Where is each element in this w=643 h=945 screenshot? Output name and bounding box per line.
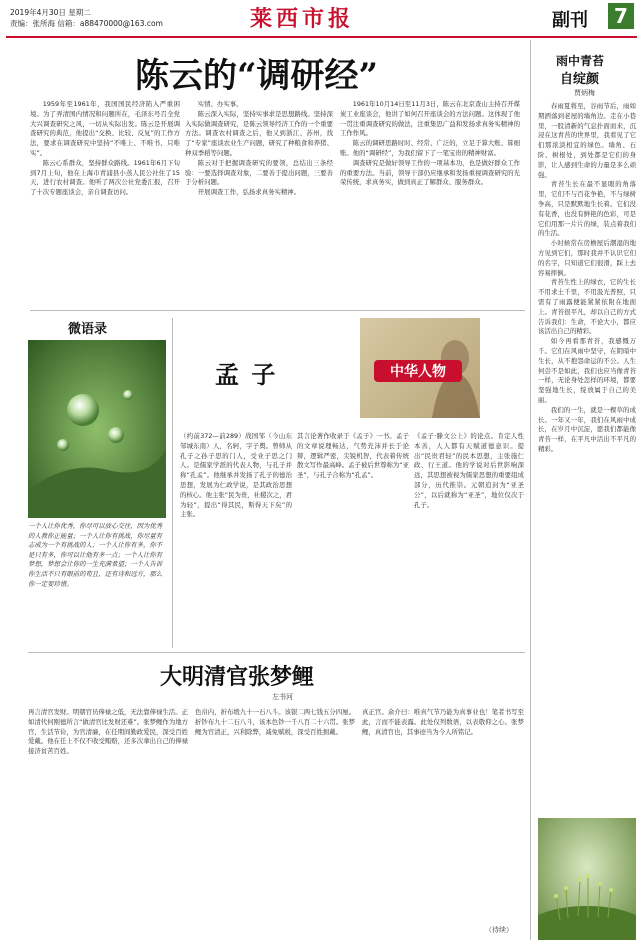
editor-line: 责编：张所海 信箱：a88470000@163.com bbox=[10, 19, 163, 28]
column-divider bbox=[530, 40, 531, 940]
article1-col3 bbox=[340, 100, 520, 305]
caption-text: 一个人让你优秀，你尽可以放心交往，因为优秀的人教你正能量；一个人让你有挑战，你尽量有志成为一个有挑战的人；一个人让你有多，你不是只有多，你可以让他有多一点；一个人让你有梦想，梦想会让你的一生充满希望；一个人告诉你生活不只有眼前的苟且，还有诗和远方，那么你一定要珍惜。 bbox=[28, 522, 163, 588]
article3-col3: 真正官。余介曰：唯真气节乃能为真事业也！笔者书写至此，言而不能表露。此处仅列数语，以表敬仰之心。张梦鲤，真清官也，其事迹当为今人所铭记。 bbox=[362, 708, 524, 736]
moss-photo bbox=[538, 818, 636, 940]
page-header bbox=[0, 0, 643, 36]
caption-divider bbox=[172, 318, 173, 648]
paragraph: 陈云深入实际，坚持实事求是思想路线。坚持深入实际做调查研究，是陈云领导经济工作的一个重要方法。调查农村调查之后，他又到浙江、苏州，找了“专家”座谈农业生产问题，研究了种粮食和养猪、种双季稻等问题。 bbox=[185, 109, 333, 157]
paragraph: 小时候常在房檐屋后潮湿的地方见到它们，那时我并不认识它们的名字，只知道它们很滑，踩上去容易摔倒。 bbox=[538, 239, 636, 277]
page-number: 7 bbox=[608, 3, 634, 29]
paragraph: 实情、办实事。 bbox=[197, 100, 243, 108]
paragraph: 调查研究是做好领导工作的一项基本功，也是做好群众工作的重要方法。当前，领导干部仍应继承和发扬重视调查研究的光荣传统，求真务实，做到真正了解群众、服务群众。 bbox=[340, 158, 520, 187]
right-column-kicker: 雨中青苔 bbox=[556, 54, 605, 68]
article1-col2 bbox=[185, 100, 333, 305]
paragraph: 青苔生长在最不显眼的角落里，它们不与百花争艳，不与绿树争高，只是默默地生长着。它们没有花香，也没有鲜艳的色彩，可是它们用那一片片的绿，装点着我们的生活。 bbox=[538, 180, 636, 238]
article2-col1: （约前372—前289）战国邹（今山东邹城东南）人，名轲，字子舆。曾师从孔子之孙子思的门人，受业子思之门人。是儒家学派的代表人物，与孔子并称“孔孟”。他继承并发扬了孔子的德治思想，发展为仁政学说，是其政治思想的核心。他主张“民为贵，社稷次之，君为轻”，提出“得其民，斯得天下矣”的主张。 bbox=[180, 432, 292, 519]
section-name: 副刊 bbox=[552, 10, 588, 31]
right-column-body bbox=[538, 102, 636, 812]
paragraph: 陈云的调研思路时时、经常、广泛的，立足于算大账、算细账。他的“调研经”，为我们留下了一笔宝贵的精神财富。 bbox=[340, 139, 520, 157]
masthead: 莱西市报 bbox=[250, 6, 355, 32]
water-drop-photo bbox=[28, 340, 166, 518]
section-divider bbox=[30, 310, 525, 311]
paragraph: 陈云心系群众，坚持群众路线。1961年6月下旬到7月上旬，他在上海市青浦县小蒸人民公社住了15天，进行农村调查。他听了两次公社党委汇报，召开了十次专题座谈会，亲自调查访问。 bbox=[30, 158, 180, 197]
paragraph: 1961年10月14日至11月3日，陈云在北京查山主持召开煤炭工业座谈会，他讲了如何召开座谈会的方法问题。这体现了他一贯注重调查研究的做法，注重集思广益和发扬求真务实精神的工作作风。 bbox=[340, 100, 520, 138]
article3-author: 左书河 bbox=[272, 693, 293, 701]
paragraph: 开展调查工作，弘扬求真务实精神。 bbox=[197, 188, 301, 197]
article1-col1 bbox=[30, 100, 180, 305]
article2-title: 孟 子 bbox=[215, 360, 278, 389]
article2-col3: 《孟子·滕文公上》的论点。肯定人性本善，人人都有天赋道德意识。提出“民贵君轻”的民本思想，主张施仁政、行王道。他的学说对后世影响深远，其思想被视为儒家思想的重要组成部分，历代推崇。元朝追封为“亚圣公”，以后就称为“亚圣”，地位仅次于孔子。 bbox=[414, 432, 524, 509]
paragraph: 1959年至1961年，我国国民经济陷入严重困境。为了弄清国内情况和问题所在，毛泽东号召全党大兴调查研究之风，一切从实际出发。陈云是开展调查研究的典范，他提出“交换、比较、反复”的工作方法，要求在调查研究中坚持“不唯上、不唯书、只唯实”。 bbox=[30, 100, 180, 157]
to-be-continued: （待续） bbox=[485, 926, 513, 934]
paragraph: 我们的一生，就是一棵草的成长。一年又一年，我们在风雨中成长，在岁月中沉淀，愿我们都能像青苔一样，在平凡中活出不平凡的精彩。 bbox=[538, 405, 636, 453]
mencius-portrait bbox=[360, 318, 480, 418]
section-divider bbox=[28, 652, 525, 653]
article3-col1: 再言清官发财。明朝官员俸禄之低，无法靠俸禄生活。正如清代何刚德所言“做清官比发财还难”。张梦鲤作为地方官，生活节俭，为官清廉，在任期间勤政爱民，深受百姓爱戴。他在任上不仅不收受贿赂，还多次拿出自己的俸禄接济贫苦百姓。 bbox=[28, 708, 188, 756]
date-line: 2019年4月30日 星期二 bbox=[10, 8, 91, 17]
right-column-title: 自绽颜 bbox=[560, 72, 600, 87]
article1-title: 陈云的“调研经” bbox=[135, 56, 379, 96]
badge-label: 中华人物 bbox=[390, 364, 446, 380]
paragraph: 陈云对于把握调查研究的要领，总结出三条经验：一要选择调查对象，二要善于提出问题，三要善于分析问题。 bbox=[185, 158, 333, 187]
header-rule bbox=[6, 36, 637, 38]
article2-col2: 其言论著作收录于《孟子》一书。孟子的文章说理畅达，气势充沛并长于论辩，逻辑严密，尖锐机智，代表着传统散文写作最高峰。孟子被后世尊称为“亚圣”，与孔子合称为“孔孟”。 bbox=[297, 432, 409, 480]
article3-col2: 色帛内，折布缎九十一石八斗。该银二两七钱五分四厘。折钞布九十二石八斗，该本色钞一千八百二十六贯。张梦鲤为官清正，兴利除弊，减免赋税，深受百姓拥戴。 bbox=[195, 708, 355, 736]
right-column-author: 贾炳梅 bbox=[574, 89, 595, 97]
paragraph: 春雨夏将至，谷雨节后，雨如期洒落到老屋的墙角边。走在小巷里，一股清新的气息扑面而来，沉浸在这青苔的世界里，我看见了它们那浓淡相宜的绿色。墙角、石阶、树根处，到处都是它们的身影，让人感到生命的力量是多么顽强。 bbox=[538, 102, 636, 179]
article3-title: 大明清官张梦鲤 bbox=[160, 664, 315, 690]
paragraph: 青苔生性上的绿衣，它的生长不用求土千里，不用汲光普照，只需有了雨露便能紧紧依附在地面上。青苔很平凡，却以自己的方式告诉我们：生命，不论大小，都应该活出自己的精彩。 bbox=[538, 278, 636, 336]
paragraph: 如今再看那青苔，我感慨万千。它们在风雨中坚守，在阴暗中生长，从不抱怨命运的不公。人生何尝不是如此，我们也应当像青苔一样，无论身处怎样的环境，都要坚强地生长，绽放属于自己的美丽。 bbox=[538, 337, 636, 404]
caption-kicker: 微语录 bbox=[68, 322, 108, 337]
